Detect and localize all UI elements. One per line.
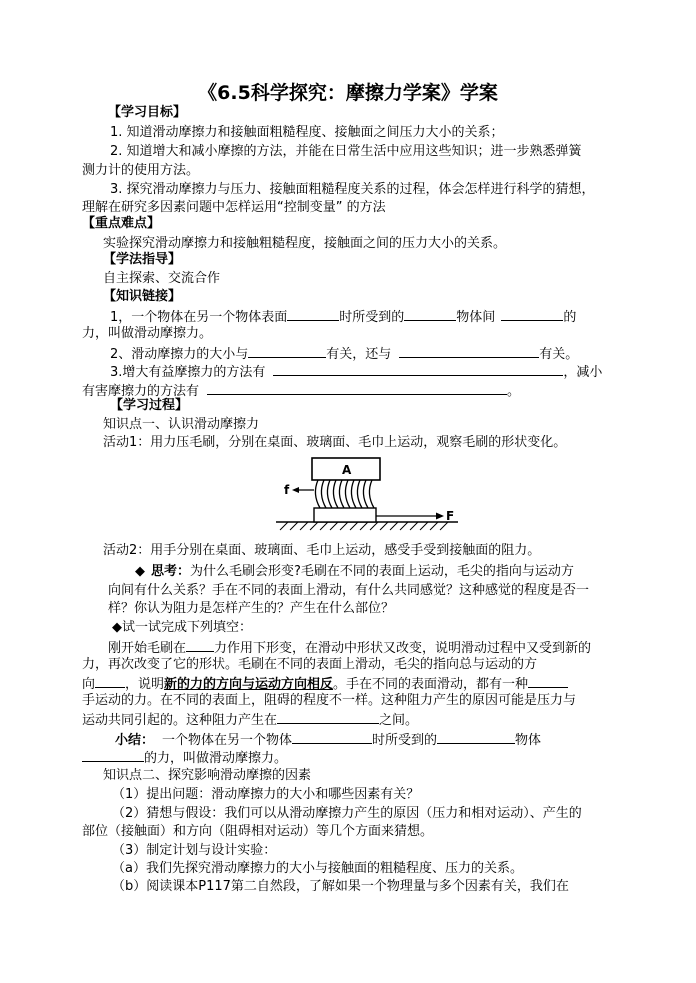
fill-line-1: 刚开始毛刷在 力作用下形变，在滑动中形状又改变，说明滑动过程中又受到新的 <box>108 638 591 657</box>
step-3b: （b）阅读课本P117第二自然段，了解如果一个物理量与多个因素有关，我们在 <box>112 879 569 894</box>
knowledge-point-2: 知识点二、探究影响滑动摩擦的因素 <box>103 768 312 783</box>
method-text: 自主探索、交流合作 <box>103 271 221 286</box>
objectives-heading: 【学习目标】 <box>108 105 187 120</box>
objective-2-cont: 测力计的使用方法。 <box>82 163 200 178</box>
objective-1: 1. 知道滑动摩擦力和接触面粗糙程度、接触面之间压力大小的关系； <box>110 125 504 140</box>
summary-line-1: 小结： 一个物体在另一个物体 时所受到的 物体 <box>115 730 541 749</box>
step-1: （1）提出问题：滑动摩擦力的大小和哪些因素有关？ <box>112 787 420 802</box>
fill-line-4: 手运动的力。在不同的表面上，阻碍的程度不一样。这种阻力产生的原因可能是压力与 <box>82 693 577 708</box>
summary-line-2: 的力，叫做滑动摩擦力。 <box>82 748 287 767</box>
method-heading: 【学法指导】 <box>103 252 182 267</box>
activity-1: 活动1：用力压毛刷，分别在桌面、玻璃面、毛巾上运动，观察毛刷的形状变化。 <box>103 435 567 450</box>
step-2-cont: 部位（接触面）和方向（阻碍相对运动）等几个方面来猜想。 <box>82 824 434 839</box>
fill-line-5: 运动共同引起的。这种阻力产生在 之间。 <box>82 710 418 729</box>
fill-line-2: 力，再次改变了它的形状。毛刷在不同的表面上滑动，毛尖的指向总与运动的方 <box>82 657 538 672</box>
blank[interactable] <box>82 748 144 762</box>
try-heading: ◆试一试完成下列填空： <box>112 620 252 635</box>
think-line-1: ◆ 思考：为什么毛刷会形变?毛刷在不同的表面上运动，毛尖的指向与运动方 <box>135 564 574 579</box>
step-3a: （a）我们先探究滑动摩擦力的大小与接触面的粗糙程度、压力的关系。 <box>112 861 523 876</box>
links-heading: 【知识链接】 <box>103 289 182 304</box>
page-title: 《6.5科学探究：摩擦力学案》学案 <box>198 82 498 104</box>
blank[interactable] <box>287 307 339 321</box>
blank[interactable] <box>248 344 326 358</box>
link-q1-cont: 力，叫做滑动摩擦力。 <box>82 326 213 341</box>
link-q1: 1，一个物体在另一个物体表面 时所受到的 物体间 的 <box>110 307 576 326</box>
think-line-2: 向间有什么关系？手在不同的表面上滑动，有什么共同感觉？这种感觉的程度是否一 <box>108 583 590 598</box>
label-F: F <box>446 509 455 523</box>
objective-2: 2. 知道增大和减小摩擦的方法，并能在日常生活中应用这些知识；进一步熟悉弹簧 <box>110 144 582 159</box>
link-q3-cont: 有害摩擦力的方法有 。 <box>82 381 520 400</box>
keypoints-heading: 【重点难点】 <box>82 216 161 231</box>
process-heading: 【学习过程】 <box>110 398 189 413</box>
label-a: A <box>342 463 352 477</box>
think-line-3: 样？你认为阻力是怎样产生的？产生在什么部位？ <box>108 601 395 616</box>
blank[interactable] <box>273 362 563 376</box>
blank[interactable] <box>528 674 568 688</box>
objective-3-cont: 理解在研究多因素问题中怎样运用“控制变量” 的方法 <box>82 200 386 215</box>
link-q2: 2、滑动摩擦力的大小与 有关，还与 有关。 <box>110 344 578 363</box>
fill-line-3: 向 ，说明新的力的方向与运动方向相反。手在不同的表面滑动，都有一种 <box>82 674 568 693</box>
step-2: （2）猜想与假设：我们可以从滑动摩擦力产生的原因（压力和相对运动）、产生的 <box>112 806 582 821</box>
label-f: f <box>284 483 290 497</box>
activity-2: 活动2：用手分别在桌面、玻璃面、毛巾上运动，感受手受到接触面的阻力。 <box>103 543 541 558</box>
blank[interactable] <box>292 730 372 744</box>
diamond-bullet-icon: ◆ <box>135 564 145 579</box>
objective-3: 3. 探究滑动摩擦力与压力、接触面粗糙程度关系的过程，体会怎样进行科学的猜想， <box>110 182 595 197</box>
keypoints-text: 实验探究滑动摩擦力和接触粗糙程度，接触面之间的压力大小的关系。 <box>103 236 507 251</box>
blank[interactable] <box>437 730 515 744</box>
step-3: （3）制定计划与设计实验： <box>112 843 277 858</box>
link-q3: 3.增大有益摩擦力的方法有 ，减小 <box>110 362 602 381</box>
blank[interactable] <box>501 307 563 321</box>
blank[interactable] <box>404 307 456 321</box>
blank[interactable] <box>399 344 539 358</box>
blank[interactable] <box>207 381 507 395</box>
knowledge-point-1: 知识点一、认识滑动摩擦力 <box>103 417 260 432</box>
brush-friction-diagram <box>272 450 462 540</box>
blank[interactable] <box>186 638 214 652</box>
blank[interactable] <box>95 674 125 688</box>
blank[interactable] <box>277 710 379 724</box>
